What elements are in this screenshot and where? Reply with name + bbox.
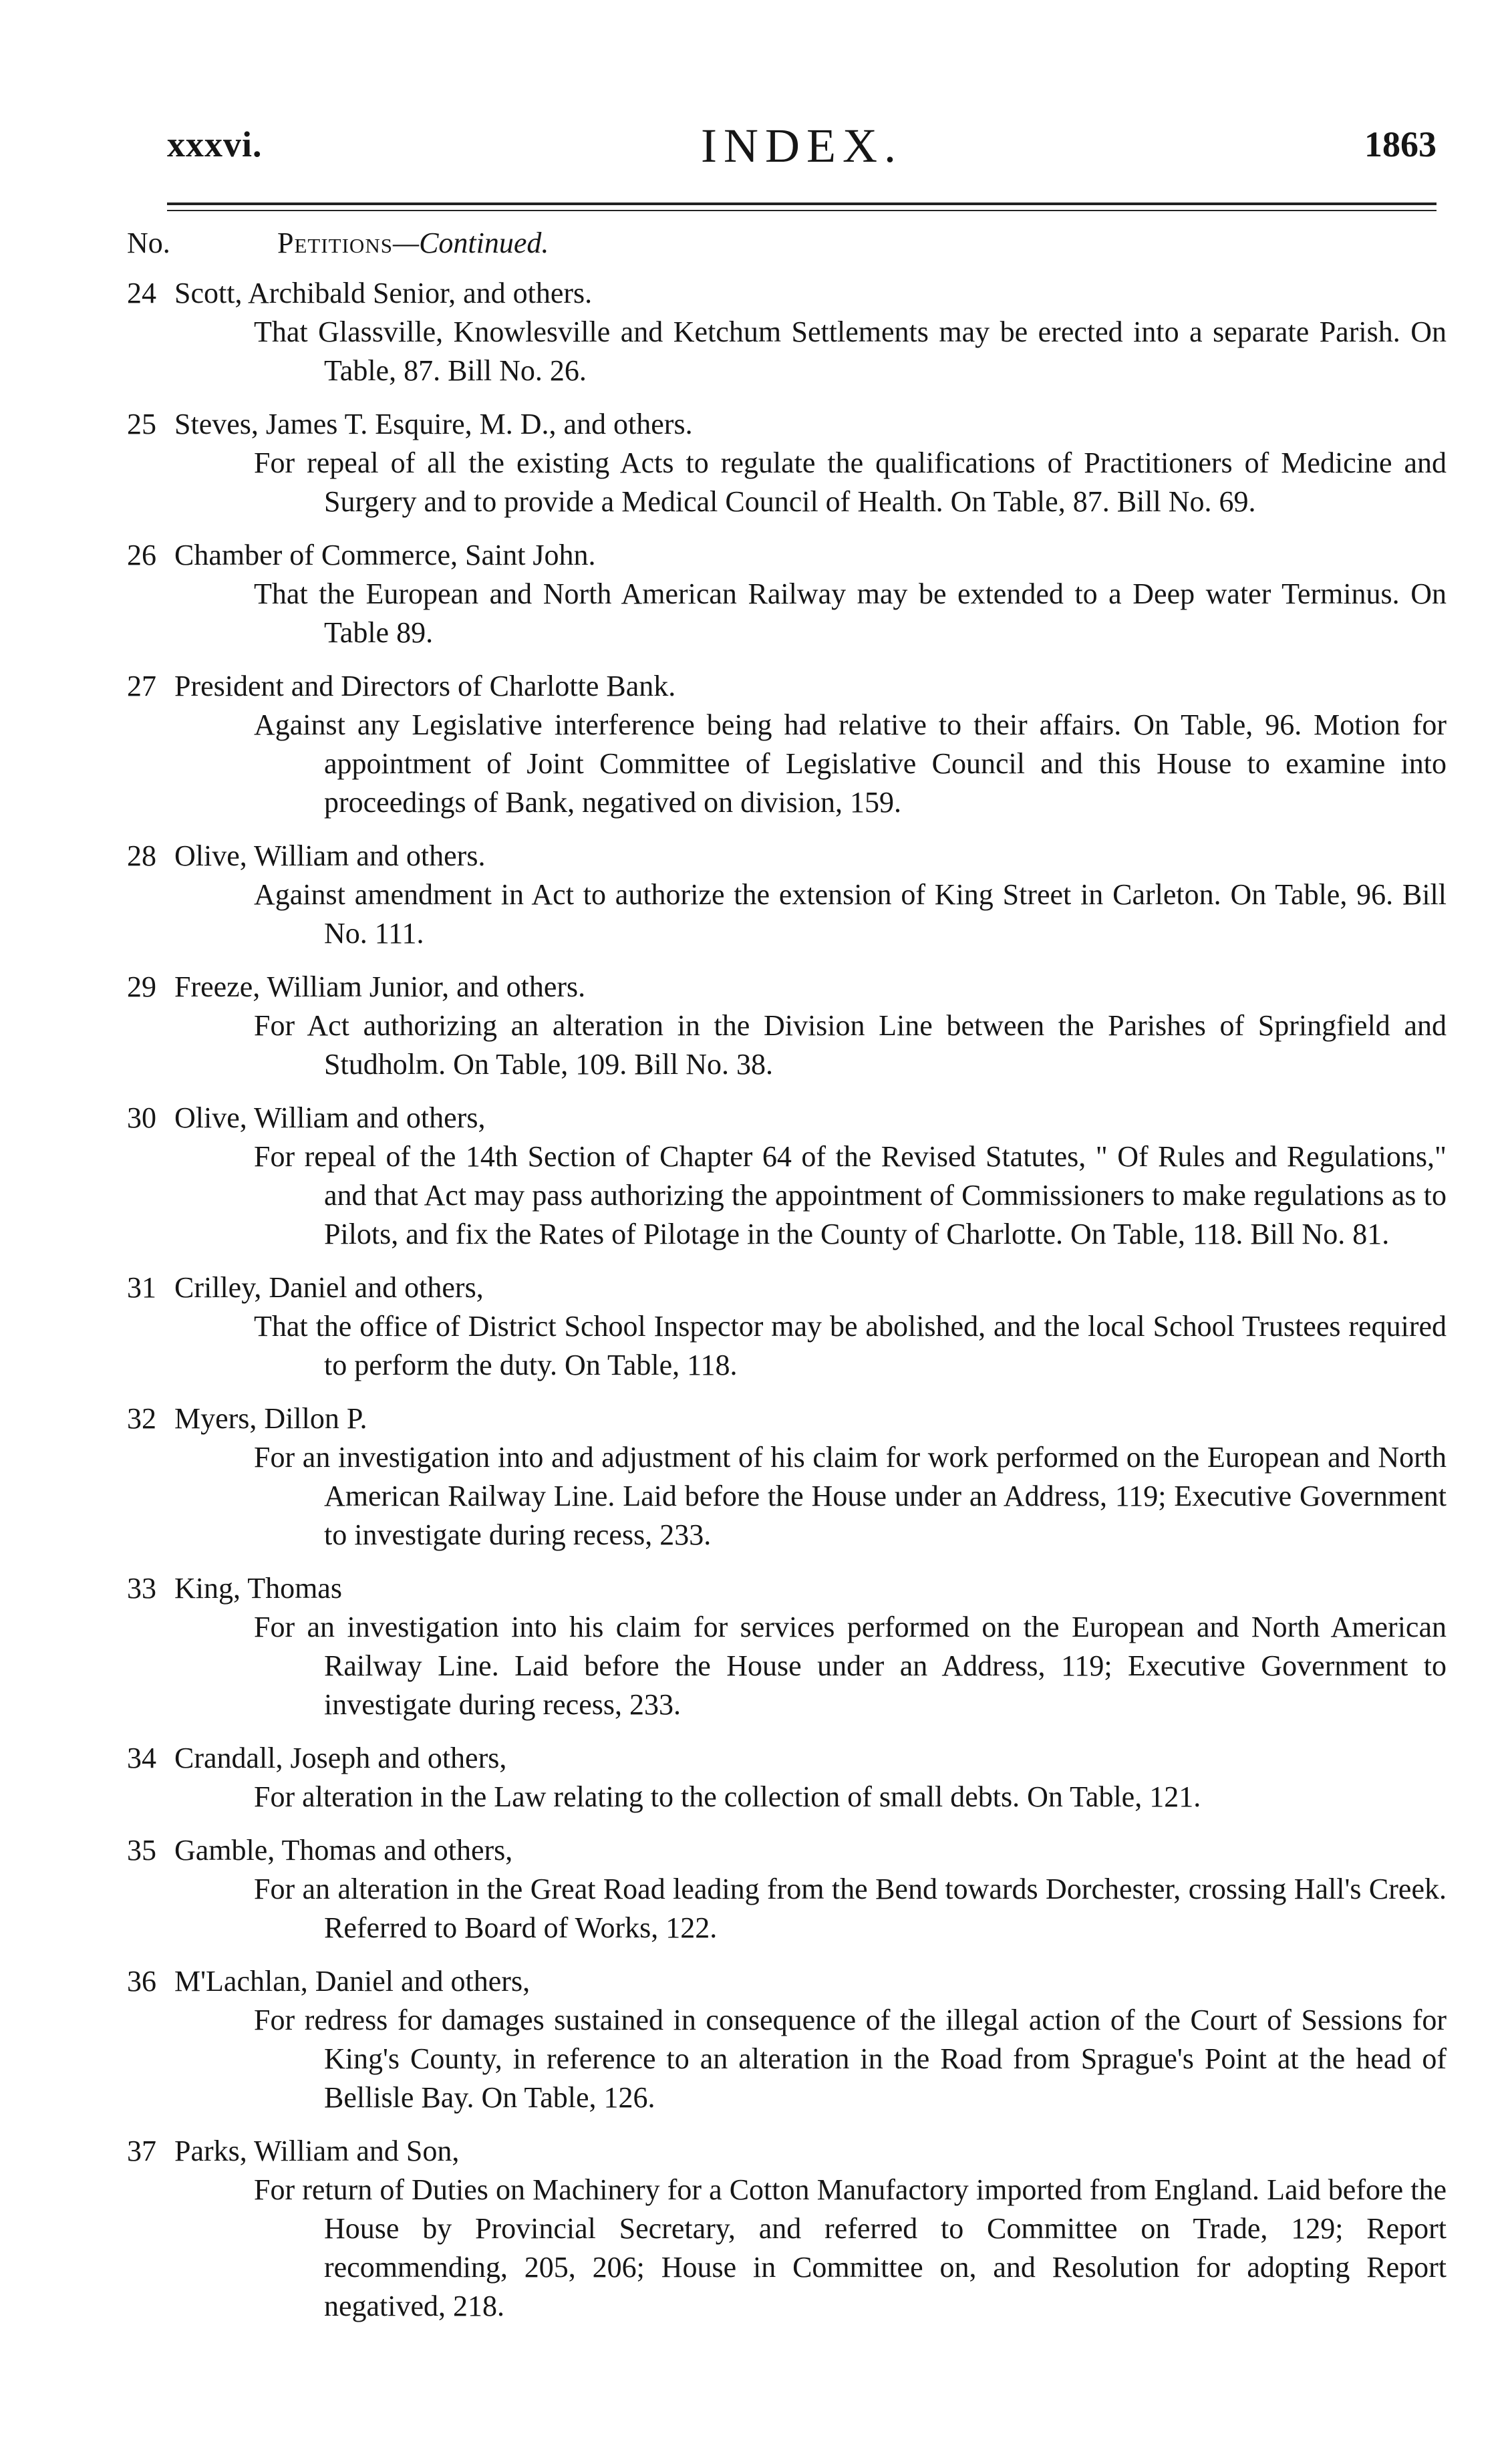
entry-head	[127, 1739, 1447, 1778]
entry-head	[127, 1962, 1447, 2001]
petitioner-name: Steves, James T. Esquire, M. D., and others.	[174, 408, 693, 440]
entry-head	[127, 2132, 1447, 2171]
petitioner-name: Scott, Archibald Senior, and others.	[174, 277, 593, 309]
entry-detail: For an alteration in the Great Road leading from the Bend towards Dorchester, crossing Hall's Creek. Referred to Board of Works, 122.	[254, 1873, 1447, 1944]
entry-detail: For return of Duties on Machinery for a Cotton Manufactory imported from England. Laid before the House by Provincial Secretary, and referred to Committee on Trade, 129; Report recommending, 205, 206; House in Committee on, and Resolution for adopting Report negatived, 218.	[254, 2173, 1447, 2322]
petitioner-name: Myers, Dillon P.	[174, 1402, 367, 1435]
entry-number: 29	[127, 970, 156, 1003]
entry-detail: That the office of District School Inspector may be abolished, and the local School Trustees required to perform the duty. On Table, 118.	[254, 1310, 1447, 1381]
section-heading: Petitions	[277, 227, 393, 259]
entry-number: 35	[127, 1834, 156, 1867]
page-title: INDEX.	[701, 119, 903, 172]
list-item	[127, 1268, 1447, 1385]
entry-head	[127, 274, 1447, 313]
entry-number: 34	[127, 1742, 156, 1774]
entry-head	[127, 1569, 1447, 1608]
entry-detail: For Act authorizing an alteration in the Division Line between the Parishes of Springfield and Studholm. On Table, 109. Bill No. 38.	[254, 1009, 1447, 1081]
petitioner-name: Freeze, William Junior, and others.	[174, 970, 586, 1003]
petition-list	[127, 274, 1447, 2340]
list-item	[127, 1399, 1447, 1554]
entry-detail: For an investigation into his claim for services performed on the European and North American Railway Line. Laid before the House under an Address, 119; Executive Government to investigate during recess, 233.	[254, 1611, 1447, 1721]
petitioner-name: Olive, William and others,	[174, 1101, 486, 1134]
petitioner-name: King, Thomas	[174, 1572, 342, 1605]
entry-head	[127, 405, 1447, 444]
list-item	[127, 837, 1447, 953]
year-label: 1863	[1364, 124, 1437, 164]
entry-number: 27	[127, 670, 156, 702]
entry-detail: That the European and North American Railway may be extended to a Deep water Terminus. On Table 89.	[254, 577, 1447, 649]
petitioner-name: President and Directors of Charlotte Bank.	[174, 670, 676, 702]
entry-number: 25	[127, 408, 156, 440]
entry-head	[127, 837, 1447, 875]
list-item	[127, 1962, 1447, 2117]
entry-detail: Against amendment in Act to authorize the extension of King Street in Carleton. On Table, 96. Bill No. 111.	[254, 878, 1447, 950]
list-item	[127, 536, 1447, 652]
entry-detail: For an investigation into and adjustment of his claim for work performed on the European and North American Railway Line. Laid before the House under an Address, 119; Executive Government to investigate during recess, 233.	[254, 1441, 1447, 1551]
entry-head	[127, 667, 1447, 706]
entry-head	[127, 1268, 1447, 1307]
entry-number: 31	[127, 1271, 156, 1304]
number-column-heading: No.	[127, 227, 170, 259]
petitioner-name: Olive, William and others.	[174, 839, 486, 872]
entry-number: 36	[127, 1965, 156, 1998]
entry-number: 37	[127, 2135, 156, 2167]
header-rule-thick	[167, 202, 1437, 205]
list-item	[127, 1739, 1447, 1816]
page-number-roman: xxxvi.	[167, 124, 263, 164]
entry-head	[127, 1099, 1447, 1137]
entry-number: 24	[127, 277, 156, 309]
header-rule-thin	[167, 210, 1437, 211]
entry-head	[127, 536, 1447, 575]
entry-detail: For redress for damages sustained in consequence of the illegal action of the Court of Sessions for King's County, in reference to an alteration in the Road from Sprague's Point at the head of Bellisle Bay. On Table, 126.	[254, 2004, 1447, 2114]
list-item	[127, 1099, 1447, 1254]
entry-number: 33	[127, 1572, 156, 1605]
entry-detail: Against any Legislative interference being had relative to their affairs. On Table, 96. Motion for appointment of Joint Committee of Legislative Council and this House to examine into proceedings of Bank, negatived on division, 159.	[254, 708, 1447, 819]
entry-number: 28	[127, 839, 156, 872]
continued-label: —Continued.	[392, 227, 549, 259]
list-item	[127, 667, 1447, 822]
list-item	[127, 405, 1447, 521]
petitioner-name: Chamber of Commerce, Saint John.	[174, 539, 596, 571]
entry-head	[127, 968, 1447, 1006]
entry-detail: That Glassville, Knowlesville and Ketchum Settlements may be erected into a separate Parish. On Table, 87. Bill No. 26.	[254, 315, 1447, 387]
petitioner-name: Gamble, Thomas and others,	[174, 1834, 513, 1867]
entry-detail: For alteration in the Law relating to the collection of small debts. On Table, 121.	[254, 1780, 1201, 1813]
list-item	[127, 968, 1447, 1084]
entry-number: 26	[127, 539, 156, 571]
column-label	[127, 226, 549, 260]
petitioner-name: Parks, William and Son,	[174, 2135, 460, 2167]
list-item	[127, 1569, 1447, 1724]
running-header	[167, 119, 1437, 197]
petitioner-name: Crilley, Daniel and others,	[174, 1271, 484, 1304]
list-item	[127, 274, 1447, 390]
entry-head	[127, 1399, 1447, 1438]
petitioner-name: M'Lachlan, Daniel and others,	[174, 1965, 531, 1998]
entry-number: 32	[127, 1402, 156, 1435]
entry-head	[127, 1831, 1447, 1870]
list-item	[127, 1831, 1447, 1947]
entry-number: 30	[127, 1101, 156, 1134]
petitioner-name: Crandall, Joseph and others,	[174, 1742, 507, 1774]
entry-detail: For repeal of the 14th Section of Chapter 64 of the Revised Statutes, " Of Rules and Regulations," and that Act may pass authorizing the appointment of Commissioners to make regulations as to Pilots, and fix the Rates of Pilotage in the County of Charlotte. On Table, 118. Bill No. 81.	[254, 1140, 1447, 1250]
list-item	[127, 2132, 1447, 2326]
entry-detail: For repeal of all the existing Acts to regulate the qualifications of Practitioners of Medicine and Surgery and to provide a Medical Council of Health. On Table, 87. Bill No. 69.	[254, 446, 1447, 518]
